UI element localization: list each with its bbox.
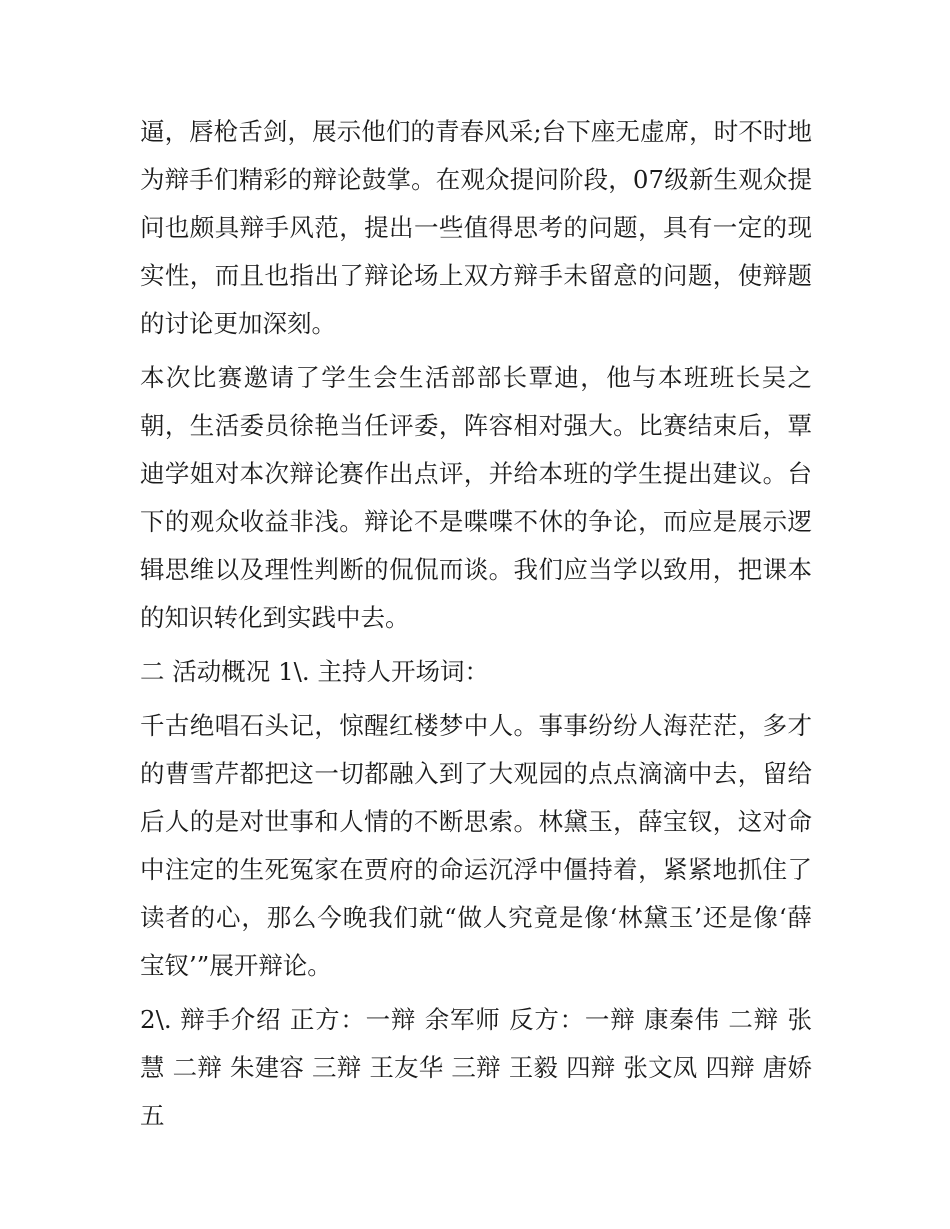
document-body (140, 108, 812, 1146)
paragraph-debate-atmosphere: 逼，唇枪舌剑，展示他们的青春风采;台下座无虚席，时不时地为辩手们精彩的辩论鼓掌。在观众提问阶段，07级新生观众提问也颇具辩手风范，提出一些值得思考的问题，具有一定的现实性，而且也指出了辩论场上双方辩手未留意的问题，使辩题的讨论更加深刻。 (140, 117, 812, 338)
paragraph-judges: 本次比赛邀请了学生会生活部部长覃迪，他与本班班长吴之朝，生活委员徐艳当任评委，阵容相对强大。比赛结束后，覃迪学姐对本次辩论赛作出点评，并给本班的学生提出建议。台下的观众收益非浅。辩论不是喋喋不休的争论，而应是展示逻辑思维以及理性判断的侃侃而谈。我们应当学以致用，把课本的知识转化到实践中去。 (140, 363, 812, 632)
paragraph-host-opening: 千古绝唱石头记，惊醒红楼梦中人。事事纷纷人海茫茫，多才的曹雪芹都把这一切都融入到了大观园的点点滴滴中去，留给后人的是对世事和人情的不断思索。林黛玉，薛宝钗，这对命中注定的生死冤家在贾府的命运沉浮中僵持着，紧紧地抓住了读者的心，那么今晚我们就“做人究竟是像‘林黛玉’还是像‘薛宝钗’”展开辩论。 (140, 711, 812, 980)
paragraph-debater-introduction: 2\. 辩手介绍 正方：一辩 余军师 反方：一辩 康秦伟 二辩 张慧 二辩 朱建容 三辩 王友华 三辩 王毅 四辩 张文凤 四辩 唐娇 五 (140, 1005, 812, 1130)
section-heading-activity-overview: 二 活动概况 1\. 主持人开场词： (140, 657, 489, 686)
